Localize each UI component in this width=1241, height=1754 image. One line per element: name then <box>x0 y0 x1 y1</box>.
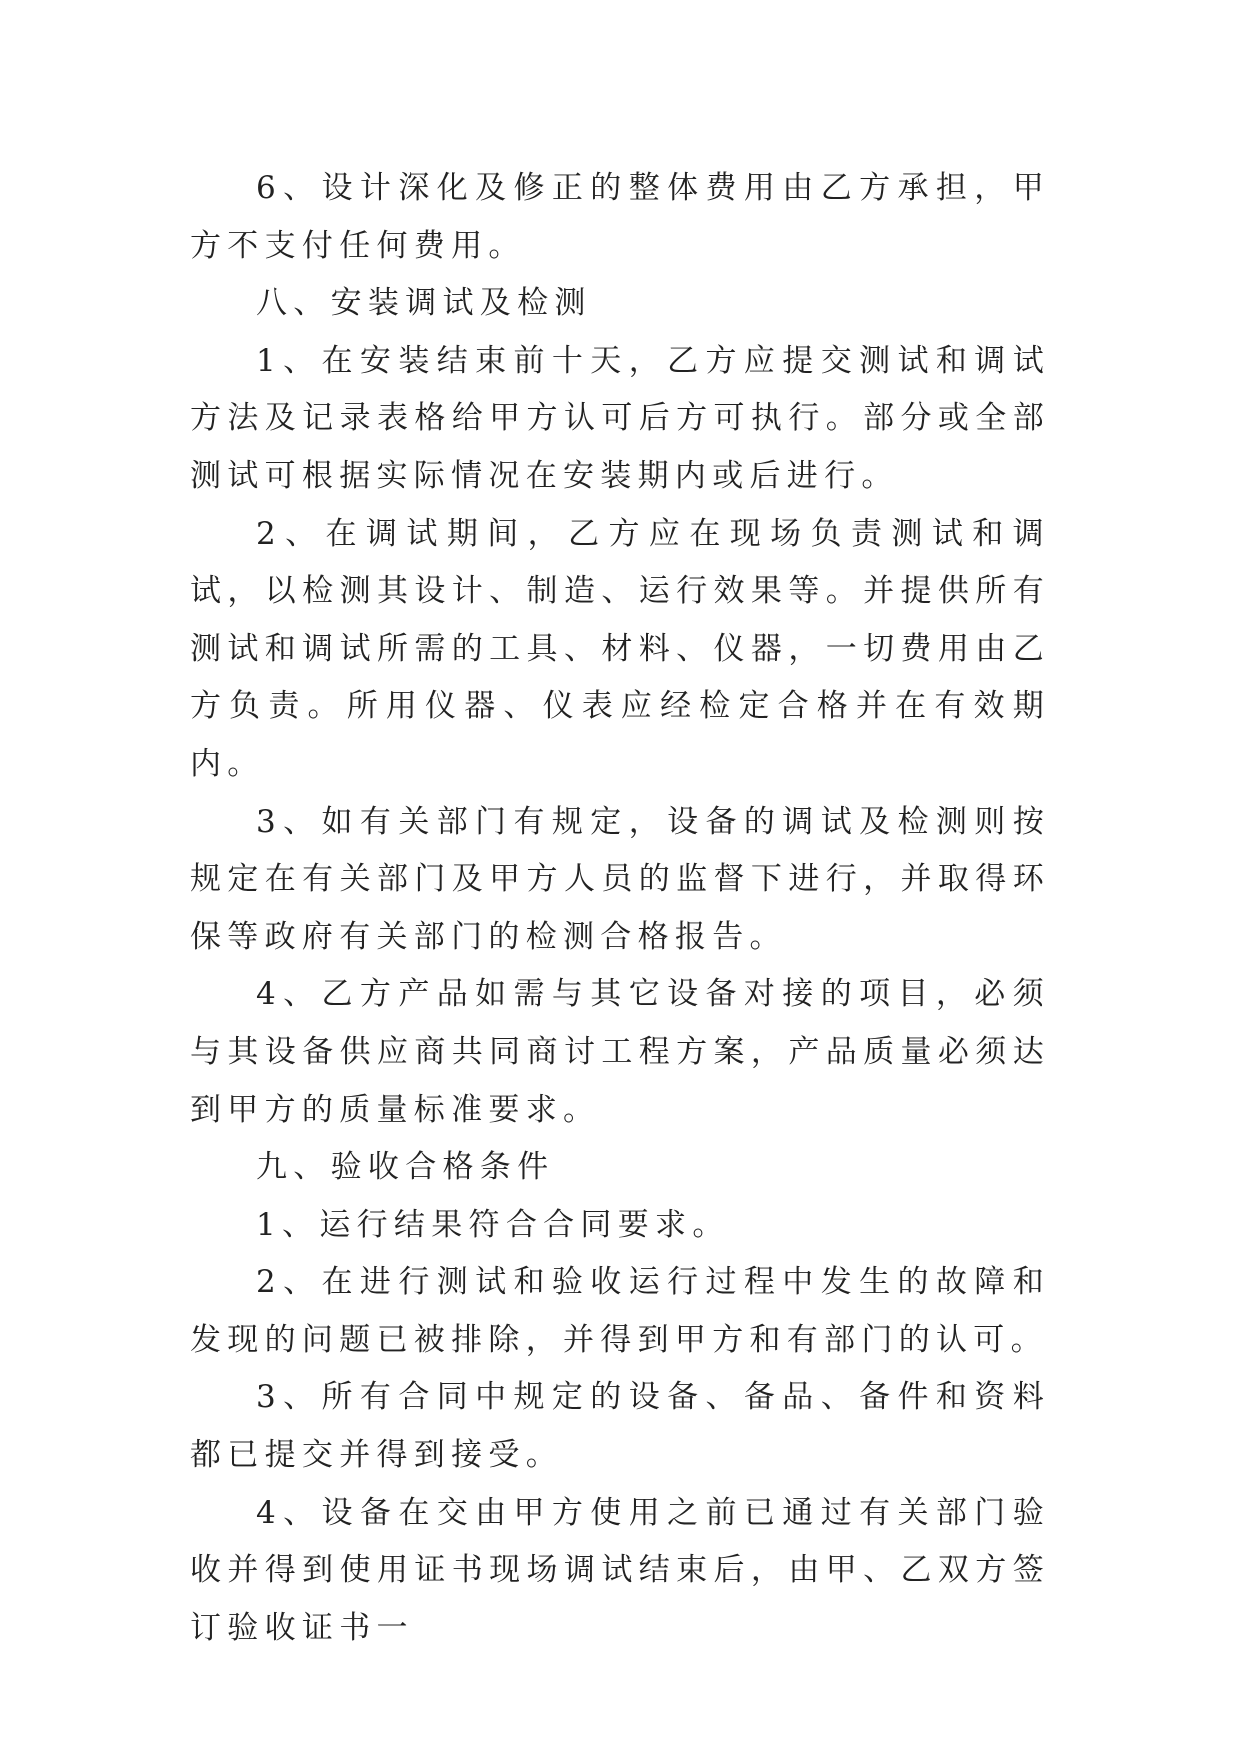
paragraph-acceptance-2: 2、在进行测试和验收运行过程中发生的故障和发现的问题已被排除，并得到甲方和有部门的认可。 <box>190 1264 1050 1358</box>
paragraph-test-method: 1、在安装结束前十天，乙方应提交测试和调试方法及记录表格给甲方认可后方可执行。部分或全部测试可根据实际情况在安装期内或后进行。 <box>190 342 1050 494</box>
paragraph-interface: 4、乙方产品如需与其它设备对接的项目，必须与其设备供应商共同商讨工程方案，产品质量必须达到甲方的质量标准要求。 <box>190 976 1050 1128</box>
document-body <box>190 160 1050 1657</box>
paragraph-acceptance-3: 3、所有合同中规定的设备、备品、备件和资料都已提交并得到接受。 <box>190 1379 1050 1474</box>
paragraph-regulation: 3、如有关部门有规定，设备的调试及检测则按规定在有关部门及甲方人员的监督下进行，并取得环保等政府有关部门的检测合格报告。 <box>190 803 1050 955</box>
paragraph-design-cost: 6、设计深化及修正的整体费用由乙方承担，甲方不支付任何费用。 <box>190 170 1050 264</box>
paragraph-acceptance-1: 1、运行结果符合合同要求。 <box>256 1206 730 1243</box>
paragraph-commissioning: 2、在调试期间，乙方应在现场负责测试和调试，以检测其设计、制造、运行效果等。并提供所有测试和调试所需的工具、材料、仪器，一切费用由乙方负责。所用仪器、仪表应经检定合格并在有效期内。 <box>190 515 1050 782</box>
section-heading-installation: 八、安装调试及检测 <box>256 285 592 322</box>
section-heading-acceptance: 九、验收合格条件 <box>256 1149 555 1186</box>
paragraph-acceptance-4: 4、设备在交由甲方使用之前已通过有关部门验收并得到使用证书现场调试结束后，由甲、乙双方签订验收证书一 <box>190 1494 1050 1646</box>
